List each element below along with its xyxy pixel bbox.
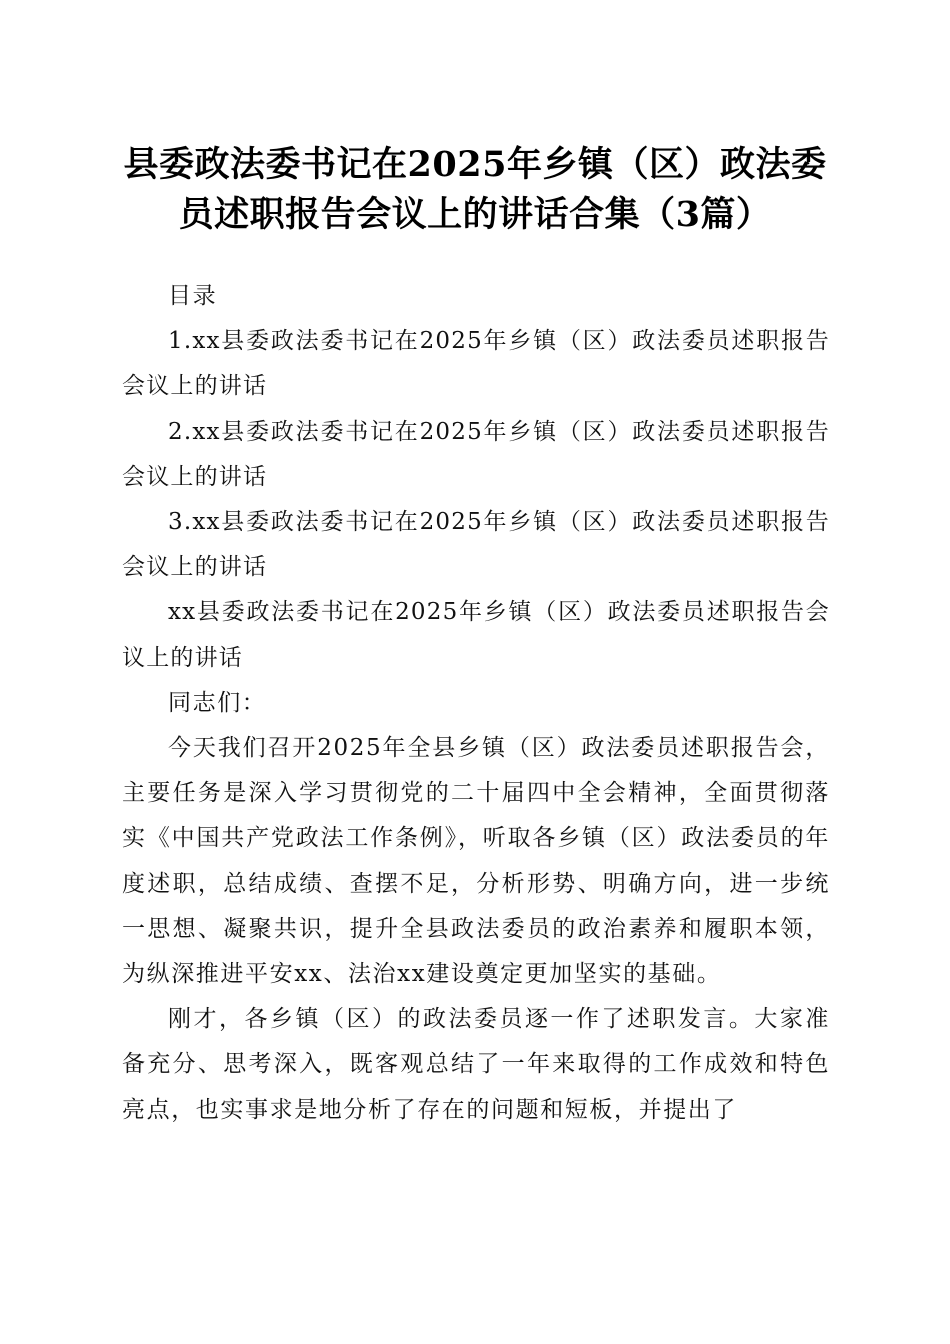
document-title	[100, 140, 850, 240]
body-paragraph-2: 刚才，各乡镇（区）的政法委员逐一作了述职发言。大家准备充分、思考深入，既客观总结了一年来取得的工作成效和特色亮点，也实事求是地分析了存在的问题和短板，并提出了	[122, 1006, 830, 1123]
toc-item-2: 2.xx县委政法委书记在2025年乡镇（区）政法委员述职报告会议上的讲话	[122, 418, 830, 490]
title-line-2: 员述职报告会议上的讲话合集（3篇）	[178, 194, 772, 235]
document-body	[122, 274, 830, 1133]
toc-item-1: 1.xx县委政法委书记在2025年乡镇（区）政法委员述职报告会议上的讲话	[122, 328, 830, 400]
speech-title: xx县委政法委书记在2025年乡镇（区）政法委员述职报告会议上的讲话	[122, 599, 830, 671]
body-paragraph-1: 今天我们召开2025年全县乡镇（区）政法委员述职报告会，主要任务是深入学习贯彻党的二十届四中全会精神，全面贯彻落实《中国共产党政法工作条例》，听取各乡镇（区）政法委员的年度述职，总结成绩、查摆不足，分析形势、明确方向，进一步统一思想、凝聚共识，提升全县政法委员的政治素养和履职本领，为纵深推进平安xx、法治xx建设奠定更加坚实的基础。	[122, 735, 830, 988]
toc-item-3: 3.xx县委政法委书记在2025年乡镇（区）政法委员述职报告会议上的讲话	[122, 509, 830, 581]
title-line-1: 县委政法委书记在2025年乡镇（区）政法委	[123, 144, 827, 185]
salutation: 同志们：	[168, 689, 267, 716]
toc-heading: 目录	[168, 283, 218, 309]
